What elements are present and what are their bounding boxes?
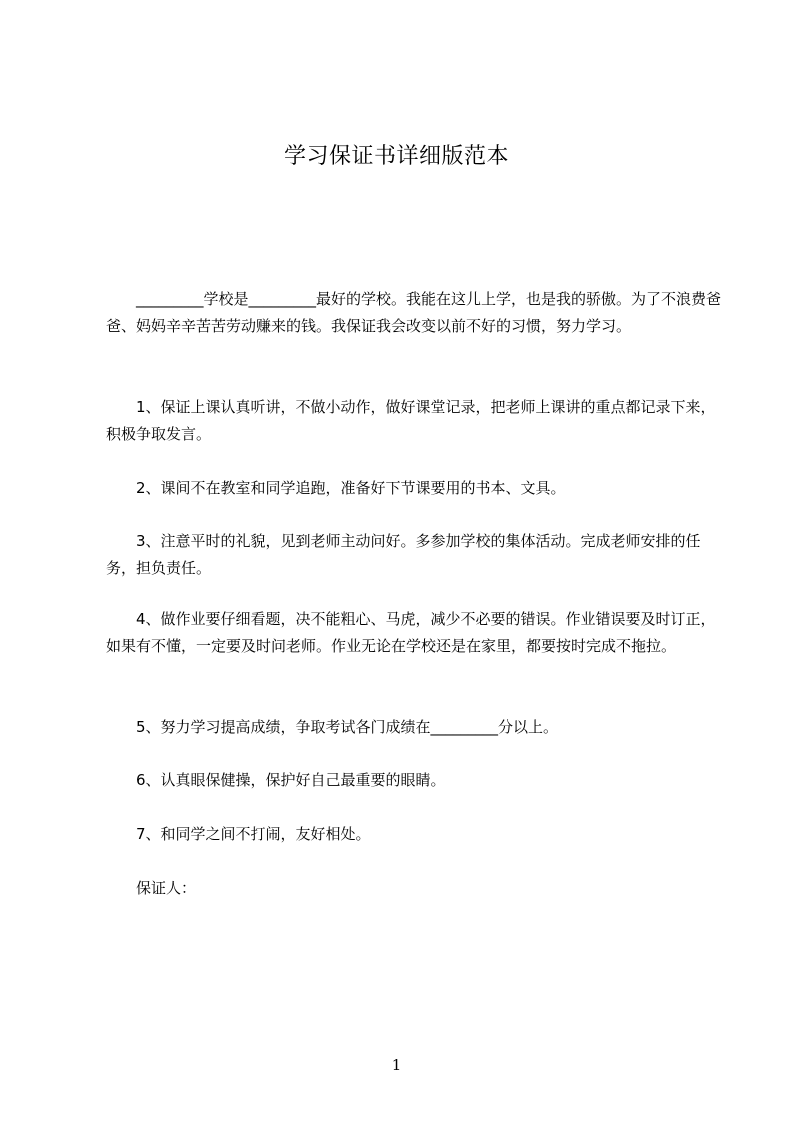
pledge-item-3: 3、注意平时的礼貌，见到老师主动问好。多参加学校的集体活动。完成老师安排的任务，担负责任。 <box>106 532 701 577</box>
document-title: 学习保证书详细版范本 <box>283 144 509 169</box>
pledge-item-5: 5、努力学习提高成绩，争取考试各门成绩在_________分以上。 <box>136 718 559 736</box>
pledge-item-1: 1、保证上课认真听讲，不做小动作，做好课堂记录，把老师上课讲的重点都记录下来，积极争取发言。 <box>106 398 716 443</box>
signature-label: 保证人： <box>136 879 197 897</box>
pledge-item-4: 4、做作业要仔细看题，决不能粗心、马虎，减少不必要的错误。作业错误要及时订正，如果有不懂，一定要及时问老师。作业无论在学校还是在家里，都要按时完成不拖拉。 <box>106 610 716 655</box>
pledge-item-7: 7、和同学之间不打闹，友好相处。 <box>136 825 371 843</box>
intro-paragraph: _________学校是_________最好的学校。我能在这儿上学，也是我的骄傲。为了不浪费爸爸、妈妈辛辛苦苦劳动赚来的钱。我保证我会改变以前不好的习惯，努力学习。 <box>106 290 722 335</box>
pledge-item-2: 2、课间不在教室和同学追跑，准备好下节课要用的书本、文具。 <box>136 479 566 497</box>
page-number: 1 <box>391 1056 402 1074</box>
pledge-item-6: 6、认真眼保健操，保护好自己最重要的眼睛。 <box>136 771 446 789</box>
